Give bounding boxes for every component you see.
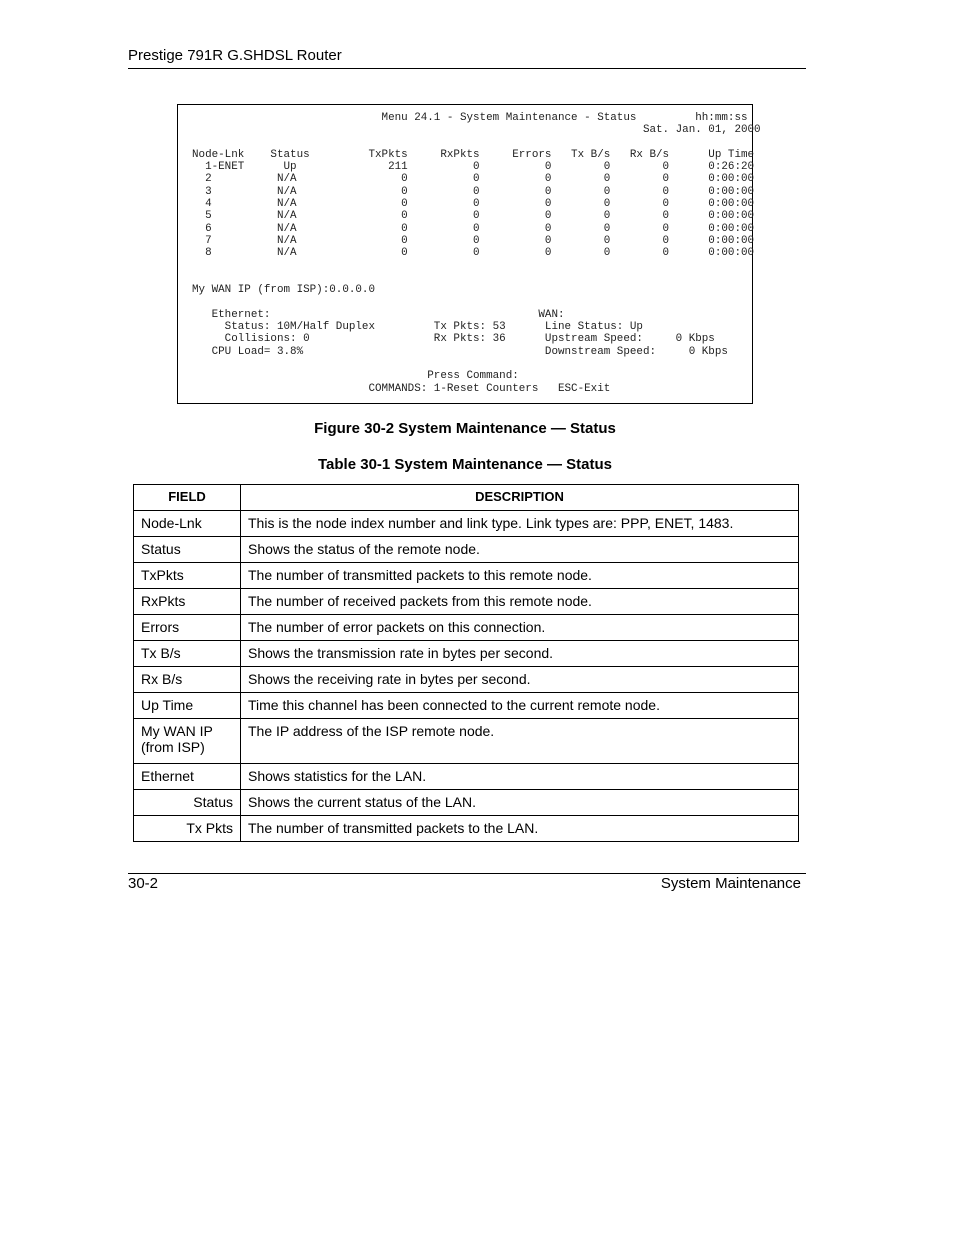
field-cell: TxPkts (134, 563, 241, 589)
description-cell: The number of transmitted packets to the LAN. (241, 816, 799, 842)
description-cell: Shows statistics for the LAN. (241, 764, 799, 790)
table-row (134, 589, 799, 615)
footer-section-title: System Maintenance (660, 875, 801, 892)
table-row (134, 764, 799, 790)
description-cell: The IP address of the ISP remote node. (241, 719, 799, 764)
description-cell: The number of transmitted packets to this remote node. (241, 563, 799, 589)
field-cell: RxPkts (134, 589, 241, 615)
field-cell: Up Time (134, 693, 241, 719)
terminal-screen (177, 104, 761, 404)
field-cell: Ethernet (134, 764, 241, 790)
field-cell: Tx Pkts (134, 816, 241, 842)
field-cell: Node-Lnk (134, 511, 241, 537)
footer-rule (128, 873, 806, 874)
description-cell: Shows the status of the remote node. (241, 537, 799, 563)
table-row (134, 667, 799, 693)
field-column-header: FIELD (134, 485, 241, 511)
table-row (134, 537, 799, 563)
figure-caption: Figure 30-2 System Maintenance — Status (314, 420, 616, 437)
table-row (134, 790, 799, 816)
table-row (134, 816, 799, 842)
running-header-title: Prestige 791R G.SHDSL Router (128, 47, 342, 64)
description-cell: Time this channel has been connected to the current remote node. (241, 693, 799, 719)
table-header-row (134, 485, 799, 511)
field-cell: Rx B/s (134, 667, 241, 693)
table-row (134, 563, 799, 589)
field-cell: Errors (134, 615, 241, 641)
description-cell: The number of error packets on this connection. (241, 615, 799, 641)
field-cell: Status (134, 537, 241, 563)
description-column-header: DESCRIPTION (241, 485, 799, 511)
description-cell: Shows the receiving rate in bytes per second. (241, 667, 799, 693)
table-caption: Table 30-1 System Maintenance — Status (318, 456, 612, 473)
table-row (134, 641, 799, 667)
description-cell: The number of received packets from this remote node. (241, 589, 799, 615)
table-row (134, 719, 799, 764)
field-cell: My WAN IP (from ISP) (134, 719, 241, 764)
table-row (134, 615, 799, 641)
description-cell: This is the node index number and link type. Link types are: PPP, ENET, 1483. (241, 511, 799, 537)
field-description-table (133, 484, 799, 842)
page-number: 30-2 (128, 875, 159, 892)
description-cell: Shows the transmission rate in bytes per second. (241, 641, 799, 667)
header-rule (128, 68, 806, 69)
description-cell: Shows the current status of the LAN. (241, 790, 799, 816)
table-row (134, 693, 799, 719)
field-cell: Tx B/s (134, 641, 241, 667)
table-row (134, 511, 799, 537)
field-cell: Status (134, 790, 241, 816)
terminal-screen-text: Menu 24.1 - System Maintenance - Status hh:mm:ss Sat. Jan. 01, 2000 Node-Lnk Status TxPkts RxPkts Errors Tx B/s Rx B/s Up Time 1-ENET Up 211 0 0 0 0 0:26:20 2 N/A 0 0 0 0 0 0:00:00 3 N/A 0 0 0 0 0 0:00:00 4 N/A 0 0 0 0 0 0:00:00 5 N/A 0 0 0 0 0 0:00:00 6 N/A 0 0 0 0 0 0:00:00 7 N/A 0 0 0 0 0 0:00:00 8 N/A 0 0 0 0 0 0:00:00 My WAN IP (from ISP):0.0.0.0 Ethernet: WAN: Status: 10M/Half Duplex Tx Pkts: 53 Line Status: Up Collisions: 0 Rx Pkts: 36 Upstream Speed: 0 Kbps CPU Load= 3.8% Downstream Speed: 0 Kbps Press Command: COMMANDS: 1-Reset Counters ESC-Exit (192, 112, 761, 395)
